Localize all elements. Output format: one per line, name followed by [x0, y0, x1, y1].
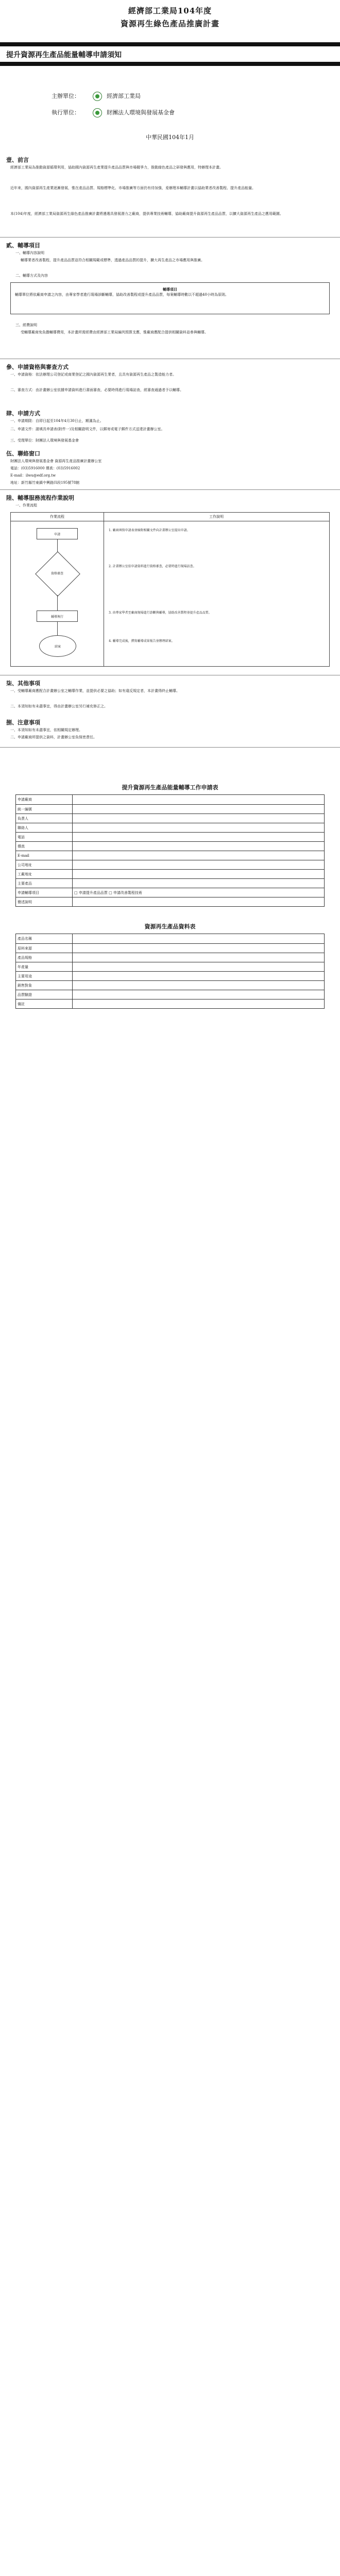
- form-label: 申請廠商: [16, 795, 73, 804]
- form-field[interactable]: [73, 795, 324, 804]
- form-field[interactable]: [73, 981, 324, 990]
- flow-desc-4: 4. 輔導完成後，撰寫輔導成果報告並辦理結案。: [109, 639, 175, 643]
- flow-head-left: 作業流程: [11, 513, 104, 521]
- form-label: 統一編號: [16, 805, 73, 814]
- flow-connector: [57, 595, 58, 611]
- subtitle-divider-bar: [0, 62, 340, 66]
- section-7-title: 柒、其他事項: [6, 680, 40, 687]
- title-line-2: 資源再生綠色產品推廣計畫: [120, 19, 219, 28]
- form-field[interactable]: [73, 870, 324, 879]
- form-field[interactable]: [73, 953, 324, 962]
- form-field[interactable]: [73, 833, 324, 842]
- form-label: 傳真: [16, 842, 73, 851]
- host-value: 經濟部工業局: [107, 93, 141, 99]
- application-form-title: 提升資源再生產品能量輔導工作申請表: [122, 784, 218, 791]
- service-box: [10, 282, 330, 314]
- form-row: [16, 888, 324, 897]
- form-row: [16, 934, 324, 943]
- form-field[interactable]: [73, 805, 324, 814]
- section-8-title: 捌、注意事項: [6, 719, 40, 726]
- form-row: [16, 804, 324, 814]
- form-row: [16, 943, 324, 953]
- section-5-title: 伍、聯絡窗口: [6, 450, 40, 457]
- contact-org: 財團法人環境與發展基金會 資源再生產品推廣計畫辦公室: [10, 459, 102, 463]
- section-2-sub-3: 三、經費說明: [15, 323, 37, 327]
- section-4-para-2: 二、申請文件：請填具申請表(附件一)及相關證明文件，以郵寄或電子郵件方式送達計畫辦公室。: [10, 427, 165, 431]
- form-field[interactable]: [73, 851, 324, 860]
- flow-node-review: 資格審查: [50, 572, 63, 575]
- exec-row: [52, 108, 175, 117]
- section-3-para-2: 二、審查方式：由計畫辦公室依據申請資料進行書面審查，必要時得進行現場訪查，經審查通過者予以輔導。: [10, 388, 183, 392]
- form-label: 品質驗證: [16, 990, 73, 999]
- section-divider: [0, 747, 340, 748]
- section-1-para-3: 本(104)年度，經濟部工業局資源再生綠色產品推廣計畫將遴選具發展潛力之廠商，提供專業技術輔導，協助廠商提升資源再生產品品質，以擴大資源再生產品之應用範圍。: [10, 212, 283, 216]
- exec-value: 財團法人環境與發展基金會: [107, 109, 175, 116]
- form-field[interactable]: [73, 972, 324, 981]
- form-label: E-mail: [16, 851, 73, 860]
- form-row: [16, 860, 324, 869]
- form-row: [16, 990, 324, 999]
- host-label: 主辦單位：: [52, 93, 80, 99]
- flow-desc-3: 3. 由專家學者至廠商現場進行診斷與輔導，協助改善製程並提升產品品質。: [109, 611, 212, 615]
- section-1-para-1: 經濟部工業局為推動資源循環利用，協助國內資源再生產業提升產品品質與市場競爭力，推動綠色產品之研發與應用，特辦理本計畫。: [10, 165, 223, 170]
- flow-node-apply: 申請: [37, 528, 78, 539]
- form-field[interactable]: [73, 990, 324, 999]
- form-field[interactable]: [73, 999, 324, 1009]
- contact-email[interactable]: E-mail：ilwu@edf.org.tw: [10, 473, 56, 478]
- form-label: 產品名稱: [16, 934, 73, 943]
- contact-address: 地址：新竹縣竹東鎮中興路四段195號78館: [10, 481, 80, 485]
- section-4-para-1: 一、申請期限：自即日起至104年4月30日止，額滿為止。: [10, 419, 104, 423]
- form-field[interactable]: [73, 842, 324, 851]
- moea-logo-icon: [93, 92, 102, 101]
- service-box-text: 輔導單位將依廠商申請之內容，由專家學者進行現場診斷輔導，協助改善製程或提升產品品質，每案輔導時數以不超過40小時為原則。: [15, 293, 229, 297]
- section-2-sub-1: 一、輔導內容說明: [15, 251, 44, 255]
- form-label: 銷售對象: [16, 981, 73, 990]
- title-line-1: 經濟部工業局104年度: [128, 6, 212, 15]
- form-label: 負責人: [16, 814, 73, 823]
- document-subtitle: 提升資源再生產品能量輔導申請須知: [6, 51, 122, 59]
- form-row: [16, 878, 324, 888]
- flow-desc-1: 1. 廠商填寫申請表並檢附相關文件向計畫辦公室提出申請。: [109, 529, 190, 532]
- form-field[interactable]: [73, 814, 324, 823]
- section-3-title: 參、申請資格與審查方式: [6, 364, 69, 370]
- form-row: [16, 999, 324, 1008]
- section-7-para-2: 二、本須知如有未盡事宜，得由計畫辦公室另行補充修正之。: [10, 704, 108, 708]
- form-label: 備註: [16, 999, 73, 1009]
- section-7-para-1: 一、受輔導廠商應配合計畫辦公室之輔導作業，並提供必要之協助；如有違反規定者，本計畫得終止輔導。: [10, 689, 180, 693]
- form-row: [16, 832, 324, 841]
- host-row: [52, 92, 141, 101]
- issue-date: 中華民國104年1月: [146, 134, 194, 141]
- form-row: [16, 953, 324, 962]
- form-field[interactable]: [73, 897, 324, 907]
- section-1-para-2: 近年來，國內資源再生產業逐漸發展，惟在產品品質、規格標準化、市場推廣等方面仍有待加強，爰辦理本輔導計畫以協助業者改善製程、提升產品能量。: [10, 186, 256, 190]
- form-row: [16, 841, 324, 851]
- form-label: 電話: [16, 833, 73, 842]
- form-label: 原料來源: [16, 944, 73, 953]
- form-label: 工廠地址: [16, 870, 73, 879]
- form-field[interactable]: [73, 944, 324, 953]
- form-row: [16, 980, 324, 990]
- flow-connector: [57, 622, 58, 635]
- form-field[interactable]: [73, 823, 324, 833]
- flow-node-close: 結案: [39, 635, 76, 657]
- form-row: [16, 869, 324, 878]
- section-2-sub-1-para: 輔導業者改善製程，提升產品品質並符合相關規範或標準，透過產品品質的提升，擴大再生產品之市場應用與推廣。: [21, 258, 205, 262]
- form-row: [16, 971, 324, 980]
- section-2-title: 貳、輔導項目: [6, 242, 40, 249]
- form-field[interactable]: [73, 934, 324, 943]
- form-row: [16, 823, 324, 832]
- form-field[interactable]: [73, 962, 324, 972]
- form-row: [16, 795, 324, 804]
- section-6-title: 陸、輔導服務流程作業說明: [6, 495, 74, 501]
- application-form: [15, 794, 325, 907]
- form-row: [16, 851, 324, 860]
- service-box-head: 輔導項目: [163, 287, 177, 292]
- section-1-title: 壹、前言: [6, 157, 29, 163]
- product-form: [15, 934, 325, 1009]
- form-field[interactable]: □ 申請提升產品品質 □ 申請改善製程技術: [74, 891, 142, 895]
- section-2-sub-3-para: 受輔導廠商免負擔輔導費用，本計畫所需經費由經濟部工業局編列預算支應，惟廠商應配合提供相關資料並參與輔導。: [21, 330, 208, 334]
- form-label: 聯絡人: [16, 823, 73, 833]
- form-label: 主要產品: [16, 879, 73, 888]
- section-8-para-1: 一、本須知如有未盡事宜，依相關規定辦理。: [10, 728, 82, 732]
- section-divider: [0, 237, 340, 238]
- form-label: 年產量: [16, 962, 73, 972]
- section-8-para-2: 二、申請廠商所提供之資料，計畫辦公室負保密責任。: [10, 735, 97, 739]
- flow-head-right: 工作說明: [104, 513, 329, 521]
- section-divider: [0, 489, 340, 490]
- section-4-title: 肆、申請方式: [6, 410, 40, 417]
- form-field[interactable]: [73, 879, 324, 888]
- form-label: 公司地址: [16, 860, 73, 870]
- form-label: 簡述說明: [16, 897, 73, 907]
- form-label: 申請輔導項目: [16, 888, 73, 897]
- form-row: [16, 814, 324, 823]
- form-label: 產品規格: [16, 953, 73, 962]
- product-form-title: 資源再生產品資料表: [144, 923, 196, 930]
- section-6-sub: 一、作業流程: [15, 503, 37, 507]
- edf-logo-icon: [93, 108, 102, 117]
- process-flowchart: [10, 512, 330, 667]
- form-row: [16, 897, 324, 906]
- form-label: 主要用途: [16, 972, 73, 981]
- form-row: [16, 962, 324, 971]
- document-title: [0, 5, 340, 29]
- section-4-para-3: 三、受理單位：財團法人環境與發展基金會: [10, 438, 79, 443]
- flow-node-execute: 輔導執行: [37, 611, 78, 622]
- form-field[interactable]: [73, 860, 324, 870]
- section-2-sub-2: 二、輔導方式及內容: [15, 274, 48, 278]
- contact-phone: 電話：(03)5916000 傳真：(03)5916002: [10, 466, 80, 470]
- exec-label: 執行單位：: [52, 109, 80, 116]
- section-3-para-1: 一、申請資格：依法辦理公司登記或商業登記之國內資源再生業者，且具有資源再生產品之製造能力者。: [10, 372, 176, 377]
- top-divider-bar: [0, 42, 340, 46]
- flow-desc-2: 2. 計畫辦公室依申請資料進行資格審查，必要時進行現場訪查。: [109, 565, 196, 568]
